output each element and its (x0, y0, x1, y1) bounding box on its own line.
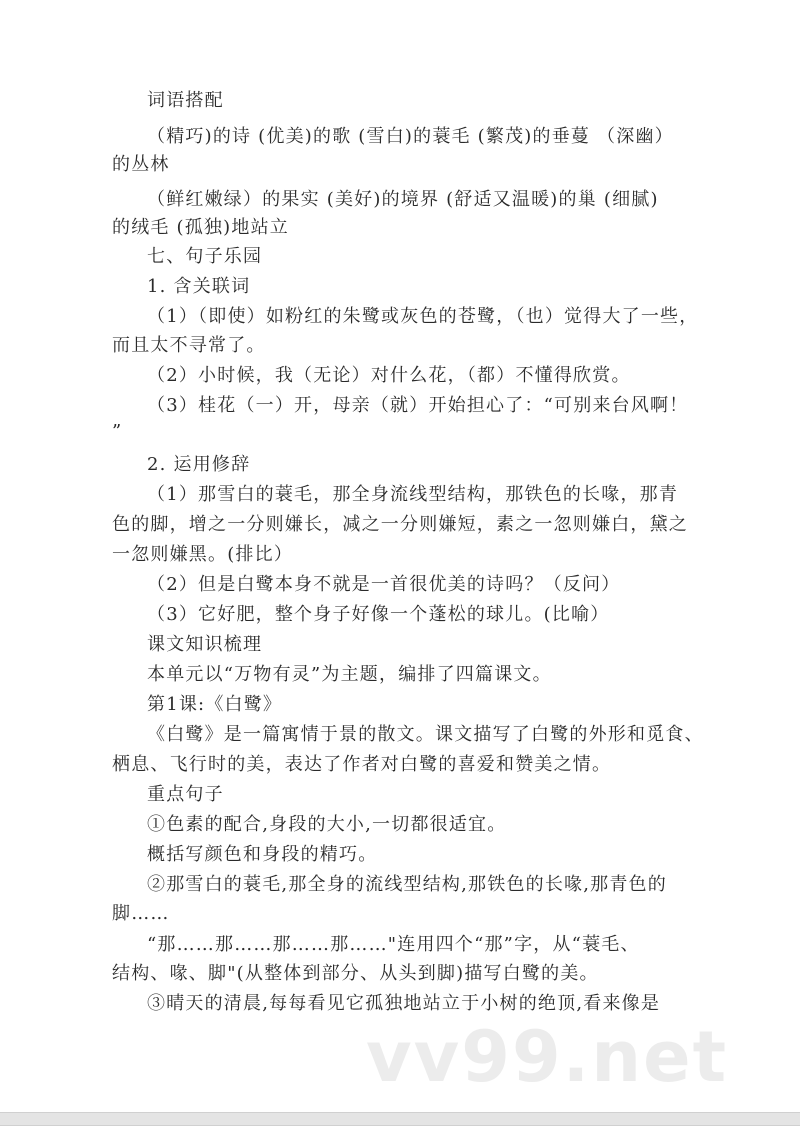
text-line: 一忽则嫌黑。(排比） (112, 544, 294, 565)
text-line: 概括写颜色和身段的精巧。 (147, 844, 378, 865)
text-line: 2. 运用修辞 (147, 454, 251, 475)
text-line: 的绒毛 (孤独)地站立 (112, 217, 289, 238)
text-line: （2）但是白鹭本身不就是一首很优美的诗吗？（反问） (147, 574, 621, 595)
text-line: 色的脚，增之一分则嫌长，减之一分则嫌短，素之一忽则嫌白，黛之 (112, 514, 688, 535)
text-line: 栖息、飞行时的美，表达了作者对白鹭的喜爱和赞美之情。 (112, 754, 612, 775)
text-line: ③晴天的清晨,每每看见它孤独地站立于小树的绝顶,看来像是 (147, 993, 661, 1014)
text-line: ” (112, 421, 123, 442)
text-line: （1）那雪白的蓑毛，那全身流线型结构，那铁色的长喙，那青 (147, 484, 679, 505)
text-line: 本单元以“万物有灵”为主题，编排了四篇课文。 (147, 664, 552, 685)
text-line: 的丛林 (112, 154, 170, 175)
text-line: （3）它好肥，整个身子好像一个蓬松的球儿。(比喻） (147, 604, 610, 625)
text-line: 1. 含关联词 (147, 276, 251, 297)
watermark: vv99.net (366, 1016, 729, 1098)
text-line: （精巧)的诗 (优美)的歌 (雪白)的蓑毛 (繁茂)的垂蔓 （深幽） (147, 126, 674, 147)
text-line: 《白鹭》是一篇寓情于景的散文。课文描写了白鹭的外形和觅食、 (147, 724, 704, 745)
text-line: （2）小时候，我（无论）对什么花，（都）不懂得欣赏。 (147, 365, 631, 386)
horizontal-scrollbar[interactable] (0, 1112, 800, 1126)
text-line: 重点句子 (147, 784, 224, 805)
text-line: 脚…… (112, 903, 170, 924)
text-line: 而且太不寻常了。 (112, 335, 266, 356)
text-line: （鲜红嫩绿）的果实 (美好)的境界 (舒适又温暖)的巢 (细腻) (147, 189, 659, 210)
text-line: 结构、喙、脚"(从整体到部分、从头到脚)描写白鹭的美。 (112, 963, 599, 984)
text-line: 词语搭配 (147, 90, 224, 111)
text-line: “那……那……那……那……"连用四个“那”字，从“蓑毛、 (147, 934, 640, 955)
text-line: 七、句子乐园 (147, 246, 263, 267)
text-line: （3）桂花（一）开，母亲（就）开始担心了：“可别来台风啊！ (147, 395, 689, 416)
text-line: 第1课:《白鹭》 (147, 694, 283, 715)
text-line: ②那雪白的蓑毛,那全身的流线型结构,那铁色的长喙,那青色的 (147, 874, 667, 895)
text-line: ①色素的配合,身段的大小,一切都很适宜。 (147, 814, 507, 835)
text-line: （1）（即使）如粉红的朱鹭或灰色的苍鹭，（也）觉得大了一些， (147, 306, 699, 327)
text-line: 课文知识梳理 (147, 634, 263, 655)
